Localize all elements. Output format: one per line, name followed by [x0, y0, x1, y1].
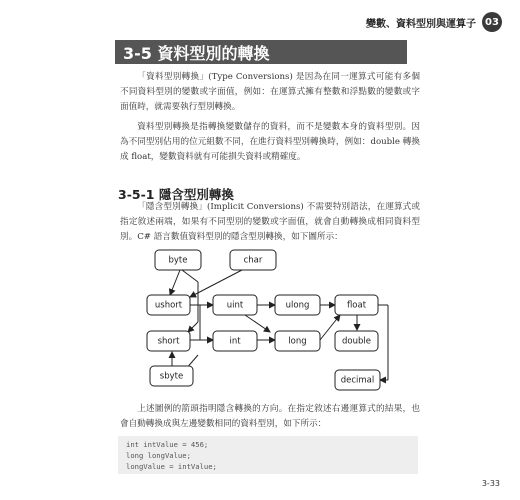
edge-byte-short [188, 322, 198, 332]
node-sbyte: sbyte [159, 371, 184, 382]
code-line: long longValue; [126, 451, 191, 460]
edge-uint-long [245, 315, 270, 332]
node-decimal: decimal [340, 375, 375, 386]
node-int: int [229, 336, 241, 347]
edge-byte-ushort [170, 270, 180, 295]
node-double: double [342, 336, 371, 347]
subsection-title: 3-5-1 隱含型別轉換 [118, 187, 234, 202]
paragraph-conversion: 資料型別轉換是指轉換變數儲存的資料，而不是變數本身的資料型別。因為不同型別佔用的位元組數不同，在進行資料型別轉換時，例如：double 轉換成 float，變數資料就有可能損失資料或精確度。 [120, 122, 420, 162]
node-ushort: ushort [154, 300, 183, 311]
node-byte: byte [168, 255, 188, 266]
node-float: float [346, 300, 367, 311]
edge-byte-mid [182, 270, 198, 282]
paragraph-arrow-note: 上述圖例的箭頭指明隱含轉換的方向。在指定敘述右邊運算式的結果，也會自動轉換成與左邊變數相同的資料型別，如下所示： [120, 404, 420, 429]
section-title: 3-5 資料型別的轉換 [115, 40, 407, 64]
code-block [118, 436, 418, 474]
node-short: short [157, 336, 180, 347]
node-ulong: ulong [285, 300, 310, 311]
chapter-number-badge: 03 [482, 12, 502, 32]
paragraph-intro: 「資料型別轉換」(Type Conversions) 是因為在同一運算式可能有多個不同資料型別的變數或字面值，例如：在運算式擁有整數和浮點數的變數或字面值時，就需要執行型別轉換。 [120, 72, 420, 112]
chapter-title: 變數、資料型別與運算子 [366, 18, 476, 30]
node-uint: uint [226, 300, 244, 311]
page-number: 3-33 [481, 479, 500, 488]
node-long: long [288, 336, 307, 347]
code-line: longValue = intValue; [126, 462, 217, 471]
node-char: char [243, 255, 263, 266]
paragraph-implicit: 「隱含型別轉換」(Implicit Conversions) 不需要特別語法，在運算式或指定敘述兩端，如果有不同型別的變數或字面值，就會自動轉換成相同資料型別。C# 語言數值資料型別的隱含型別轉換，如下圖所示： [120, 202, 420, 242]
code-line: int intValue = 456; [126, 440, 209, 449]
